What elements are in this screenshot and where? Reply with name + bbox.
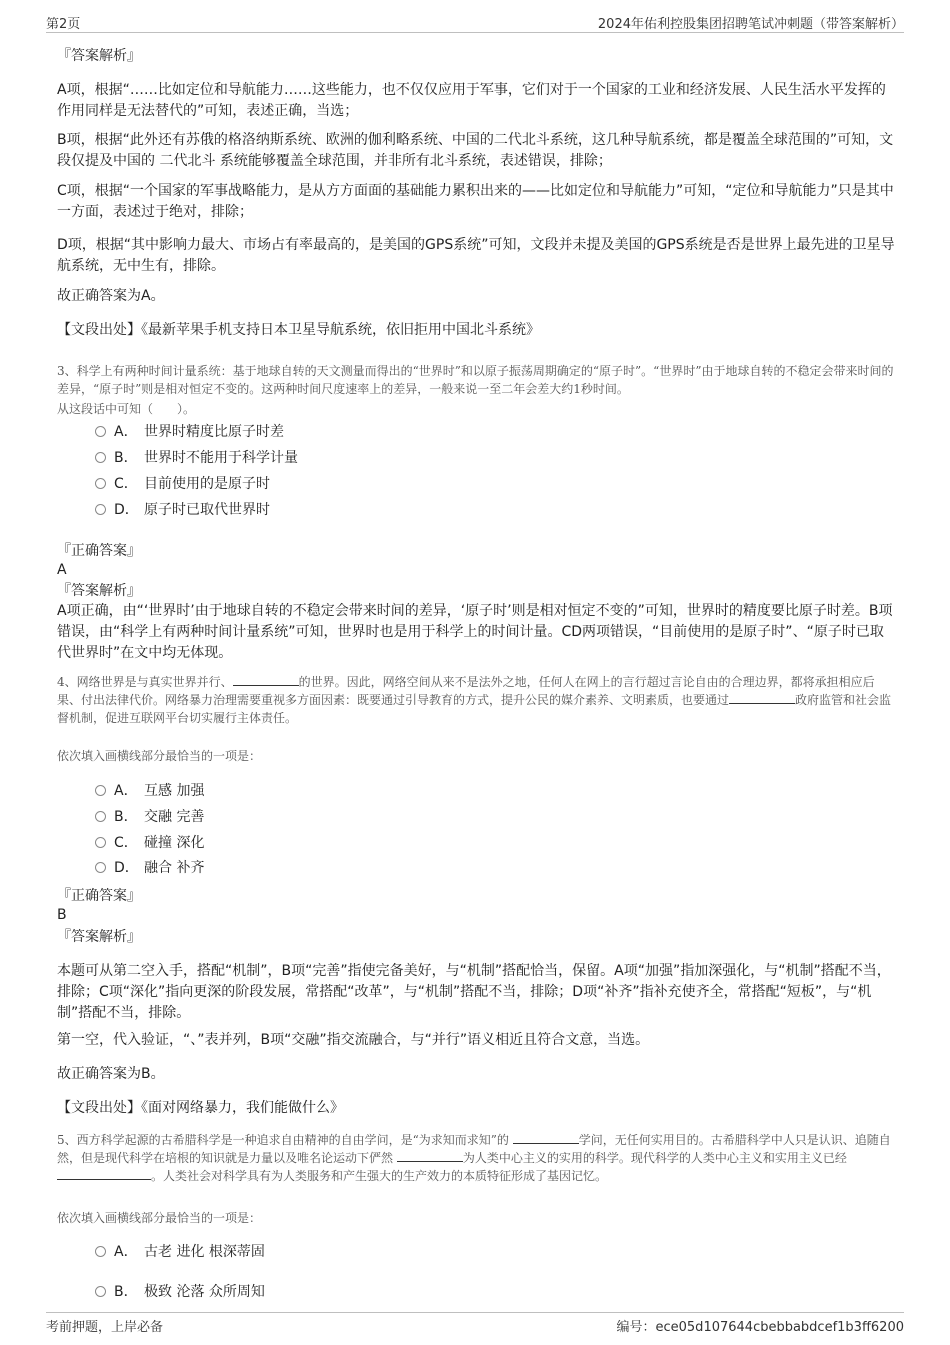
fill-blank — [57, 1167, 151, 1180]
q4-conclusion: 故正确答案为B。 — [57, 1066, 165, 1082]
page-header — [46, 10, 904, 33]
q2-analysis-label: 『答案解析』 — [57, 48, 141, 64]
q3-option-d[interactable]: D． 原子时已取代世界时 — [95, 499, 270, 521]
radio-icon[interactable] — [95, 426, 106, 437]
q3-option-b[interactable]: B． 世界时不能用于科学计量 — [95, 447, 298, 469]
q5-option-b[interactable]: B． 极致 沦落 众所周知 — [95, 1281, 265, 1303]
fill-blank — [513, 1131, 579, 1144]
radio-icon[interactable] — [95, 452, 106, 463]
radio-icon[interactable] — [95, 478, 106, 489]
radio-icon[interactable] — [95, 811, 106, 822]
q5-option-a[interactable]: A． 古老 进化 根深蒂固 — [95, 1241, 265, 1263]
q3-option-c[interactable]: C． 目前使用的是原子时 — [95, 473, 270, 495]
document-id: 编号：ece05d107644cbebbabdcef1b3ff6200 — [616, 1320, 904, 1335]
radio-icon[interactable] — [95, 1286, 106, 1297]
fill-blank — [233, 673, 299, 686]
q4-option-c[interactable]: C． 碰撞 深化 — [95, 832, 204, 854]
q2-analysis-b: B项，根据“此外还有苏俄的格洛纳斯系统、欧洲的伽利略系统、中国的二代北斗系统，这几种导航系统，都是覆盖全球范围的”可知，文段仅提及中国的 二代北斗 系统能够覆盖全球范围，并非所有北斗系统，表述错误，排除； — [57, 132, 894, 169]
q4-option-b[interactable]: B． 交融 完善 — [95, 806, 204, 828]
q2-analysis-d: D项，根据“其中影响力最大、市场占有率最高的，是美国的GPS系统”可知，文段并未提及美国的GPS系统是否是世界上最先进的卫星导航系统，无中生有，排除。 — [57, 237, 895, 274]
q4-analysis-label: 『答案解析』 — [57, 929, 141, 945]
q2-analysis-a: A项，根据“……比如定位和导航能力……这些能力，也不仅仅应用于军事，它们对于一个国家的工业和经济发展、人民生活水平发挥的作用同样是无法替代的”可知，表述正确，当选； — [57, 82, 886, 119]
q4-analysis-1: 本题可从第二空入手，搭配“机制”，B项“完善”指使完备美好，与“机制”搭配恰当，保留。A项“加强”指加深强化，与“机制”搭配不当，排除；C项“深化”指向更深的阶段发展，常搭配“改革”，与“机制”搭配不当，排除；D项“补齐”指补充使齐全，常搭配“短板”，与“机制”搭配不当，排除。 — [57, 963, 891, 1021]
q4-source: 【文段出处】《面对网络暴力，我们能做什么》 — [57, 1100, 344, 1116]
q4-option-a[interactable]: A． 互感 加强 — [95, 780, 204, 802]
document-title: 2024年佑利控股集团招聘笔试冲刺题（带答案解析） — [597, 17, 904, 32]
q2-source: 【文段出处】《最新苹果手机支持日本卫星导航系统，依旧拒用中国北斗系统》 — [57, 322, 540, 338]
q3-analysis: A项正确，由“‘世界时’由于地球自转的不稳定会带来时间的差异，‘原子时’则是相对恒定不变的”可知，世界时的精度要比原子时差。B项错误，由“科学上有两种时间计量系统”可知，世界时也是用于科学上的时间计量。CD两项错误，“目前使用的是原子时”、“原子时已取代世界时”在文中均无体现。 — [57, 603, 893, 661]
fill-blank — [729, 691, 795, 704]
q4-answer-label: 『正确答案』 — [57, 888, 141, 904]
q3-option-a[interactable]: A． 世界时精度比原子时差 — [95, 421, 284, 443]
radio-icon[interactable] — [95, 862, 106, 873]
q5-prompt: 依次填入画横线部分最恰当的一项是： — [57, 1211, 262, 1225]
footer-slogan: 考前押题，上岸必备 — [46, 1320, 164, 1335]
radio-icon[interactable] — [95, 504, 106, 515]
page-footer — [46, 1312, 904, 1337]
q4-prompt: 依次填入画横线部分最恰当的一项是： — [57, 749, 262, 763]
q3-stem: 3、科学上有两种时间计量系统：基于地球自转的天文测量而得出的“世界时”和以原子振荡周期确定的“原子时”。“世界时”由于地球自转的不稳定会带来时间的差异，“原子时”则是相对恒定不变的。这两种时间尺度速率上的差异，一般来说一至二年会差大约1秒时间。 — [57, 364, 894, 396]
q4-answer: B — [57, 907, 67, 923]
radio-icon[interactable] — [95, 785, 106, 796]
q2-conclusion: 故正确答案为A。 — [57, 288, 165, 304]
q3-answer: A — [57, 562, 67, 578]
fill-blank — [397, 1149, 463, 1162]
radio-icon[interactable] — [95, 1246, 106, 1257]
q3-answer-label: 『正确答案』 — [57, 543, 141, 559]
page-number: 第2页 — [46, 17, 81, 32]
q3-analysis-label: 『答案解析』 — [57, 583, 141, 599]
radio-icon[interactable] — [95, 837, 106, 848]
q4-option-d[interactable]: D． 融合 补齐 — [95, 857, 204, 879]
q3-question: 从这段话中可知（ ）。 — [57, 402, 196, 416]
q5-stem: 5、西方科学起源的古希腊科学是一种追求自由精神的自由学问，是“为求知而求知”的 学问，无任何实用目的。古希腊科学中人只是认识、追随自然，但是现代科学在培根的知识就是力量以及唯名论运动下俨然 为人类中心主义的实用的科学。现代科学的人类中心主义和实用主义已经 。人类社会对科学具有为人类服务和产生强大的生产效力的本质特征形成了基因记忆。 — [57, 1133, 891, 1183]
q4-stem: 4、网络世界是与真实世界并行、 的世界。因此，网络空间从来不是法外之地，任何人在网上的言行超过言论自由的合理边界，都将承担相应后果、付出法律代价。网络暴力治理需要重视多方面因素：既要通过引导教育的方式，提升公民的媒介素养、文明素质，也要通过 政府监管和社会监督机制，促进互联网平台切实履行主体责任。 — [57, 675, 892, 725]
q2-analysis-c: C项，根据“一个国家的军事战略能力，是从方方面面的基础能力累积出来的——比如定位和导航能力”可知，“定位和导航能力”只是其中一方面，表述过于绝对，排除； — [57, 183, 894, 220]
q4-analysis-2: 第一空，代入验证，“、”表并列，B项“交融”指交流融合，与“并行”语义相近且符合文意，当选。 — [57, 1032, 650, 1048]
